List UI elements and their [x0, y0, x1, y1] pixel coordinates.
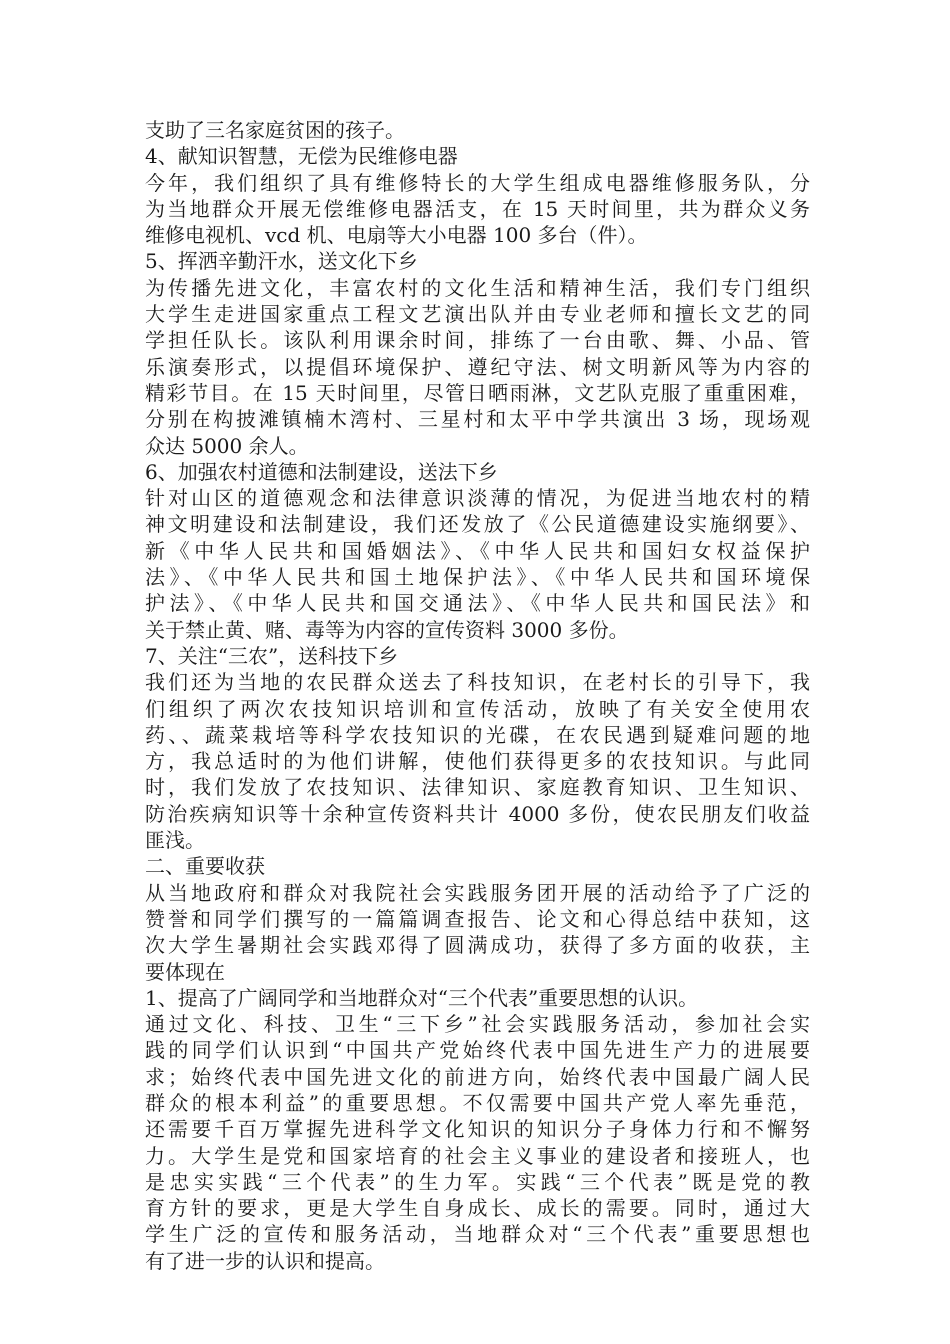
text-line: 新《中华人民共和国婚姻法》、《中华人民共和国妇女权益保护 — [145, 538, 810, 563]
text-line: 分别在构披滩镇楠木湾村、三星村和太平中学共演出 3 场，现场观 — [145, 407, 810, 432]
text-line: 为当地群众开展无偿维修电器活支，在 15 天时间里，共为群众义务 — [145, 196, 810, 221]
text-line: 6、加强农村道德和法制建设，送法下乡 — [145, 459, 498, 484]
text-line: 精彩节目。在 15 天时间里，尽管日晒雨淋，文艺队克服了重重困难， — [145, 380, 810, 405]
text-line: 药、、蔬菜栽培等科学农技知识的光碟，在农民遇到疑难问题的地 — [145, 722, 810, 747]
text-line: 7、关注“三农”，送科技下乡 — [145, 643, 399, 668]
text-line: 防治疾病知识等十余种宣传资料共计 4000 多份，使农民朋友们收益 — [145, 801, 810, 826]
text-line: 4、献知识智慧，无偿为民维修电器 — [145, 144, 458, 169]
text-line: 还需要千百万掌握先进科学文化知识的知识分子身体力行和不懈努 — [145, 1117, 810, 1142]
text-line: 群众的根本利益”的重要思想。不仅需要中国共产党人率先垂范， — [145, 1090, 810, 1115]
text-line: 1、提高了广阔同学和当地群众对“三个代表”重要思想的认识。 — [145, 985, 699, 1010]
text-line: 众达 5000 余人。 — [145, 433, 309, 458]
text-line: 神文明建设和法制建设，我们还发放了《公民道德建设实施纲要》、 — [145, 512, 810, 537]
document-body — [145, 117, 810, 1274]
text-line: 有了进一步的认识和提高。 — [145, 1248, 385, 1273]
text-line: 我们还为当地的农民群众送去了科技知识，在老村长的引导下，我 — [145, 670, 810, 695]
text-line: 法》、《中华人民共和国土地保护法》、《中华人民共和国环境保 — [145, 565, 810, 590]
text-line: 二、重要收获 — [145, 854, 265, 879]
text-line: 匪浅。 — [145, 828, 205, 853]
text-line: 学担任队长。该队利用课余时间，排练了一台由歌、舞、小品、管 — [145, 328, 810, 353]
text-line: 们组织了两次农技知识培训和宣传活动，放映了有关安全使用农 — [145, 696, 810, 721]
text-line: 是忠实实践“三个代表”的生力军。实践“三个代表”既是党的教 — [145, 1169, 810, 1194]
text-line: 学生广泛的宣传和服务活动，当地群众对“三个代表”重要思想也 — [145, 1222, 810, 1247]
text-line: 育方针的要求，更是大学生自身成长、成长的需要。同时，通过大 — [145, 1196, 810, 1221]
text-line: 要体现在 — [145, 959, 225, 984]
text-line: 通过文化、科技、卫生“三下乡”社会实践服务活动，参加社会实 — [145, 1012, 810, 1037]
text-line: 方，我总适时的为他们讲解，使他们获得更多的农技知识。与此同 — [145, 749, 810, 774]
text-line: 护法》、《中华人民共和国交通法》、《中华人民共和国民法》和 — [145, 591, 810, 616]
text-line: 从当地政府和群众对我院社会实践服务团开展的活动给予了广泛的 — [145, 880, 810, 905]
text-line: 力。大学生是党和国家培育的社会主义事业的建设者和接班人，也 — [145, 1143, 810, 1168]
text-line: 维修电视机、vcd 机、电扇等大小电器 100 多台（件）。 — [145, 223, 648, 248]
text-line: 支助了三名家庭贫困的孩子。 — [145, 118, 405, 142]
text-line: 践的同学们认识到“中国共产党始终代表中国先进生产力的进展要 — [145, 1038, 810, 1063]
text-line: 时，我们发放了农技知识、法律知识、家庭教育知识、卫生知识、 — [145, 775, 810, 800]
text-line: 次大学生暑期社会实践邓得了圆满成功，获得了多方面的收获，主 — [145, 933, 810, 958]
text-line: 5、挥洒辛勤汗水，送文化下乡 — [145, 249, 418, 274]
text-line: 今年，我们组织了具有维修特长的大学生组成电器维修服务队，分 — [145, 170, 810, 195]
text-line: 关于禁止黄、赌、毒等为内容的宣传资料 3000 多份。 — [145, 617, 629, 642]
text-line: 为传播先进文化，丰富农村的文化生活和精神生活，我们专门组织 — [145, 275, 810, 300]
text-line: 针对山区的道德观念和法律意识淡薄的情况，为促进当地农村的精 — [145, 486, 810, 511]
text-line: 求；始终代表中国先进文化的前进方向，始终代表中国最广阔人民 — [145, 1064, 810, 1089]
text-line: 乐演奏形式，以提倡环境保护、遵纪守法、树文明新风等为内容的 — [145, 354, 810, 379]
text-line: 大学生走进国家重点工程文艺演出队并由专业老师和擅长文艺的同 — [145, 302, 810, 327]
text-line: 赞誉和同学们撰写的一篇篇调查报告、论文和心得总结中获知，这 — [145, 906, 810, 931]
